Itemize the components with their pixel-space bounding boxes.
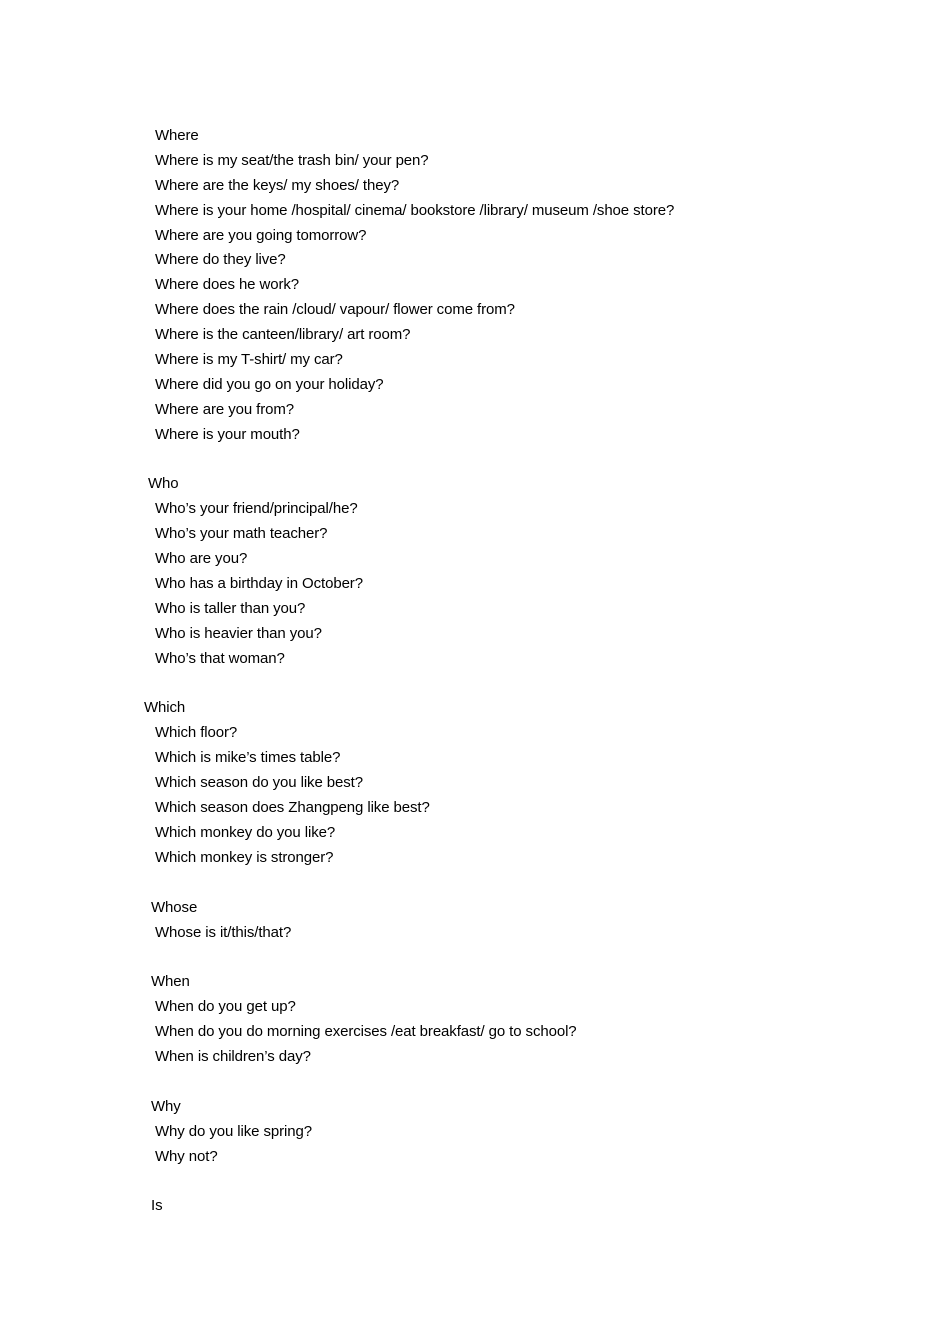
question-line: Which season do you like best?: [155, 774, 363, 792]
question-line: Which monkey do you like?: [155, 823, 336, 841]
question-line: Who has a birthday in October?: [155, 575, 363, 593]
question-line: Where does the rain /cloud/ vapour/ flower come from?: [155, 301, 515, 319]
blank-line: [0, 871, 950, 896]
section-heading-where: Where: [155, 127, 199, 144]
question-line: Where is the canteen/library/ art room?: [155, 326, 411, 344]
blank-line: [0, 1169, 950, 1194]
question-line: Who is taller than you?: [155, 599, 306, 617]
blank-line: [0, 945, 950, 970]
section-heading-who: Who: [148, 475, 179, 493]
section-heading-whose: Whose: [151, 898, 198, 916]
question-line: Who are you?: [155, 550, 248, 568]
blank-line: [0, 672, 950, 697]
blank-line: [0, 448, 950, 473]
document-page: [0, 124, 950, 1219]
question-line: Where does he work?: [155, 276, 300, 294]
question-line: Who’s that woman?: [155, 649, 285, 667]
question-line: Where is your home /hospital/ cinema/ bookstore /library/ museum /shoe store?: [155, 201, 675, 219]
section-heading-which: Which: [144, 699, 186, 717]
question-line: Where are you going tomorrow?: [155, 226, 367, 244]
question-line: When is children’s day?: [155, 1047, 311, 1065]
question-line: Where did you go on your holiday?: [155, 375, 384, 393]
question-line: Where is my seat/the trash bin/ your pen?: [155, 151, 429, 169]
question-line: Who’s your friend/principal/he?: [155, 500, 358, 518]
section-heading-when: When: [151, 973, 190, 991]
question-line: Who is heavier than you?: [155, 624, 322, 642]
question-line: Which monkey is stronger?: [155, 848, 334, 866]
question-line: Where is my T-shirt/ my car?: [155, 351, 343, 369]
question-line: Where do they live?: [155, 251, 286, 269]
question-line: Which season does Zhangpeng like best?: [155, 799, 430, 817]
question-line: Why not?: [155, 1147, 218, 1165]
question-line: Who’s your math teacher?: [155, 525, 328, 543]
blank-line: [0, 1070, 950, 1095]
question-line: Which floor?: [155, 724, 238, 742]
section-heading-why: Why: [151, 1097, 181, 1115]
question-line: Why do you like spring?: [155, 1122, 312, 1140]
question-line: When do you do morning exercises /eat breakfast/ go to school?: [155, 1023, 577, 1041]
question-line: Where are you from?: [155, 400, 294, 418]
section-heading-is: Is: [151, 1197, 163, 1215]
question-line: When do you get up?: [155, 998, 296, 1016]
question-line: Where are the keys/ my shoes/ they?: [155, 176, 400, 194]
question-line: Where is your mouth?: [155, 425, 300, 443]
question-line: Which is mike’s times table?: [155, 749, 341, 767]
question-line: Whose is it/this/that?: [155, 923, 292, 941]
